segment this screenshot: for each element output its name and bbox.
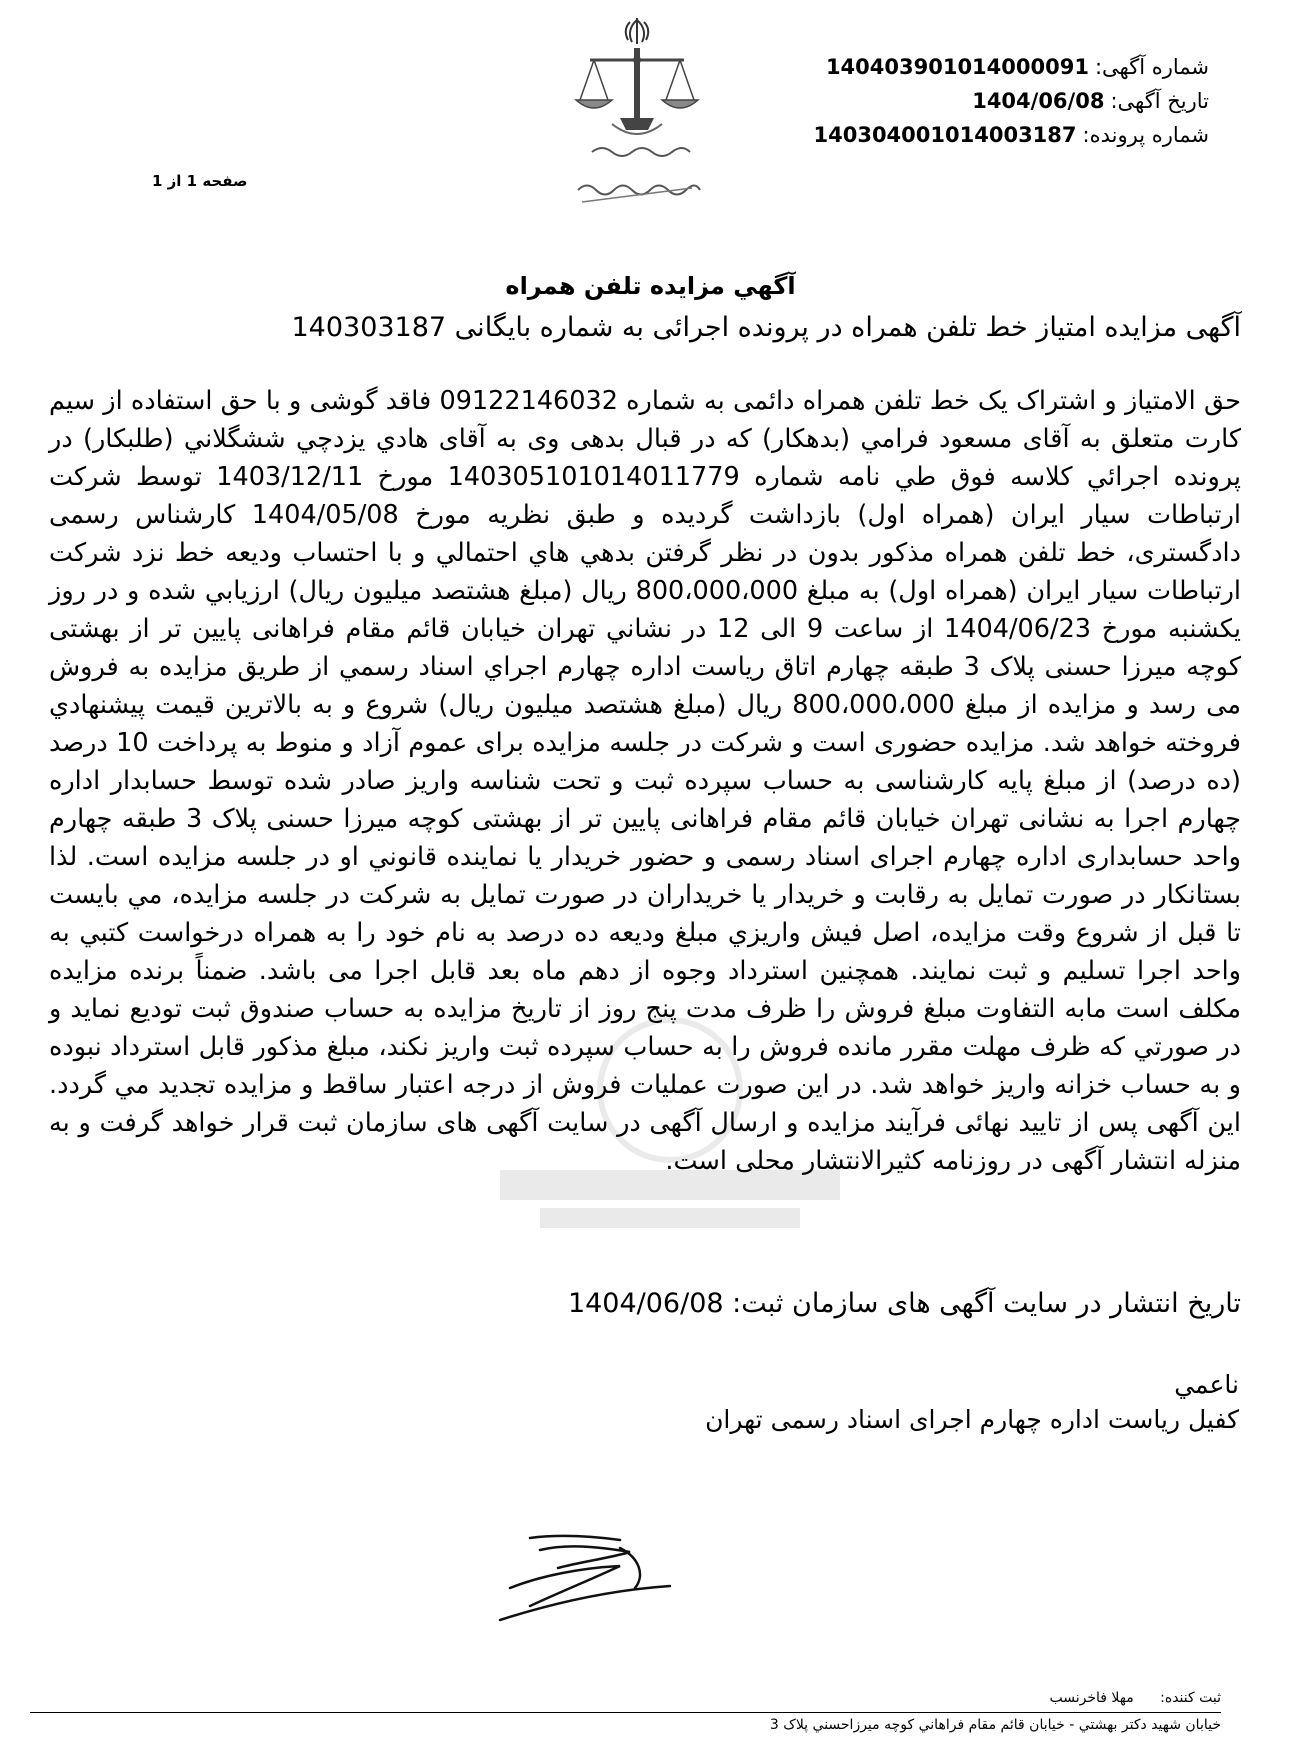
judiciary-emblem-icon xyxy=(572,12,702,212)
signer-name: ناعمي xyxy=(1174,1370,1239,1399)
registrar-label: ثبت کننده: xyxy=(1160,1690,1221,1706)
footer-address: خيابان شهيد دكتر بهشتي - خيابان قائم مقام فراهاني كوچه ميرزاحسني پلاک 3 xyxy=(769,1717,1221,1733)
registrar-name: مهلا فاخرنسب xyxy=(1049,1690,1134,1706)
footer-divider xyxy=(30,1712,1221,1713)
file-number-row xyxy=(814,118,1210,152)
signature-icon xyxy=(470,1528,690,1638)
file-number-label: شماره پرونده: xyxy=(1082,123,1209,147)
notice-meta xyxy=(814,50,1210,152)
notice-body: حق الامتياز و اشتراک یک خط تلفن همراه دائمی به شماره 09122146032 فاقد گوشی و با حق استفاده از سیم کارت متعلق به آقای مسعود فرامي (بدهكار) که در قبال بدهی وی به آقای هادي يزدچي ششگلاني (طلبكار) در پرونده اجرائي كلاسه فوق طي نامه شماره 140305101014011779 مورخ 1403/12/11 توسط شرکت ارتباطات سیار ایران (همراه اول) بازداشت گردیده و طبق نظریه مورخ 1404/05/08 کارشناس رسمی دادگستری، خط تلفن همراه مذکور بدون در نظر گرفتن بدهي هاي احتمالي و با احتساب ودیعه خط نزد شرکت ارتباطات سیار ایران (همراه اول) به مبلغ 800،000،000 ريال (مبلغ هشتصد ميليون ريال) ارزيابي شده و در روز يکشنبه مورخ 1404/06/23 از ساعت 9 الی 12 در نشاني تهران خيابان قائم مقام فراهانی پایین تر از بهشتی کوچه میرزا حسنی پلاک 3 طبقه چهارم اتاق ریاست اداره چهارم اجراي اسناد رسمي از طريق مزايده به فروش مى رسد و مزايده از مبلغ 800،000،000 ريال (مبلغ هشتصد ميليون ريال) شروع و به بالاترين قيمت پيشنهادي فروخته خواهد شد. مزايده حضوری است و شرکت در جلسه مزايده برای عموم آزاد و منوط به پرداخت 10 درصد (ده درصد) از مبلغ پایه کارشناسی به حساب سپرده ثبت و تحت شناسه واریز صادر شده توسط حسابدار اداره چهارم اجرا به نشانی تهران خيابان قائم مقام فراهانی پایین تر از بهشتی کوچه میرزا حسنی پلاک 3 طبقه چهارم واحد حسابداری اداره چهارم اجرای اسناد رسمی و حضور خريدار يا نماينده قانوني او در جلسه مزايده است. لذا بستانکار در صورت تمايل به رقابت و خريدار يا خريداران در صورت تمایل به شرکت در جلسه مزایده، مي بايست تا قبل از شروع وقت مزايده، اصل فيش واريزي مبلغ وديعه ده درصد به نام خود را به همراه درخواست کتبي به واحد اجرا تسليم و ثبت نمايند. همچنین استرداد وجوه از دهم ماه بعد قابل اجرا می باشد. ضمناً برنده مزايده مکلف است مابه التفاوت مبلغ فروش را ظرف مدت پنج روز از تاريخ مزايده به حساب صندوق ثبت توديع نمايد و در صورتي كه ظرف مهلت مقرر مانده فروش را به حساب سپرده ثبت واریز نکند، مبلغ مذكور قابل استرداد نبوده و به حساب خزانه واریز خواهد شد. در اين صورت عمليات فروش از درجه اعتبار ساقط و مزايده تجديد مي گردد. این آگهی پس از تایید نهائی فرآیند مزایده و ارسال آگهی در سایت آگهی های سازمان ثبت قرار خواهد گرفت و به منزله انتشار آگهی در روزنامه کثیرالانتشار محلی است. xyxy=(49,386,1242,1176)
page-subtitle: آگهی مزایده امتیاز خط تلفن همراه در پرونده اجرائی به شماره بایگانی 140303187 xyxy=(291,312,1241,343)
page-number: صفحه 1 از 1 xyxy=(152,172,248,190)
notice-number-label: شماره آگهی: xyxy=(1094,55,1209,79)
publication-date-row xyxy=(568,1284,1241,1324)
file-number: 140304001014003187 xyxy=(813,123,1077,147)
registrar-row xyxy=(1049,1690,1221,1706)
notice-number: 140403901014000091 xyxy=(825,55,1089,79)
notice-date-label: تاریخ آگهی: xyxy=(1110,89,1209,113)
publication-date: 1404/06/08 xyxy=(567,1288,724,1319)
notice-date-row xyxy=(814,84,1210,118)
notice-number-row xyxy=(814,50,1210,84)
notice-date: 1404/06/08 xyxy=(972,89,1105,113)
publication-date-label: تاریخ انتشار در سایت آگهی های سازمان ثبت: xyxy=(732,1288,1241,1319)
page-title: آگهي مزايده تلفن همراه xyxy=(505,272,796,300)
signer-title: کفیل ریاست اداره چهارم اجرای اسناد رسمی تهران xyxy=(705,1405,1239,1434)
